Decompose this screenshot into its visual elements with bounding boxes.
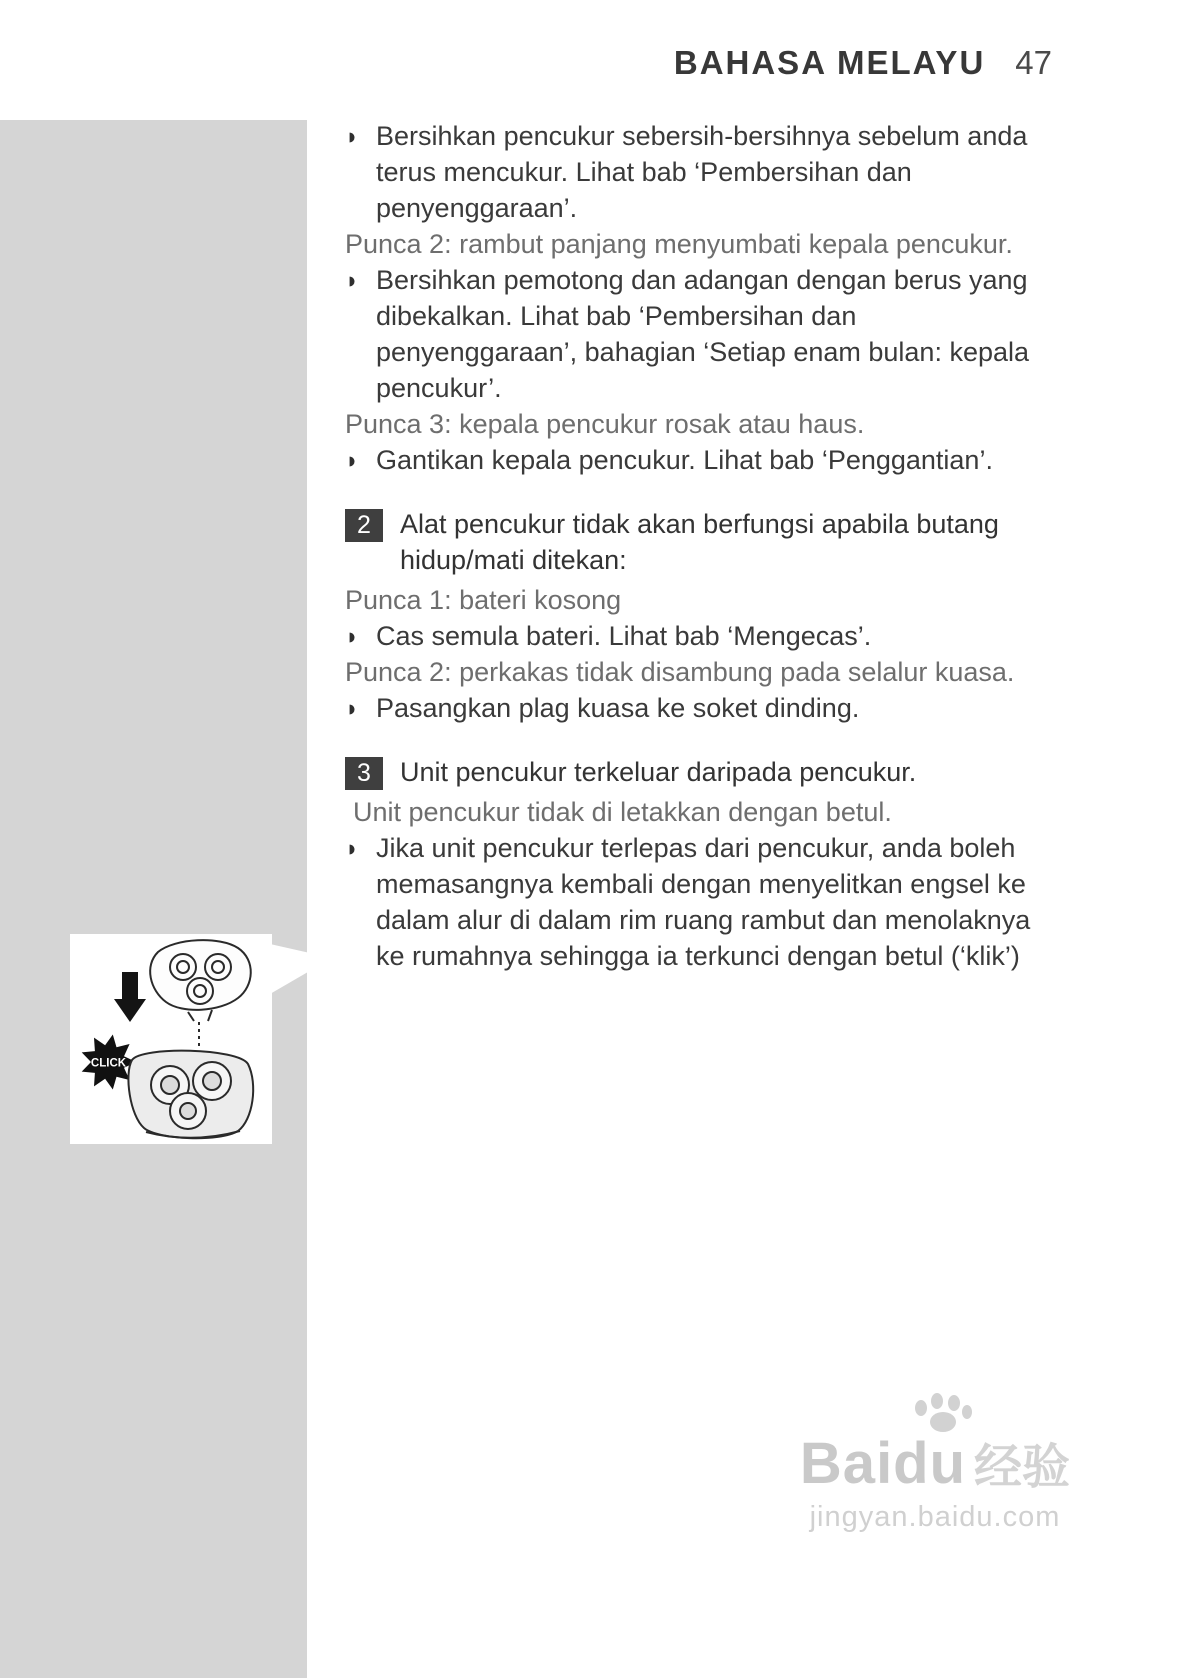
shaver-drawing [70,934,272,1144]
bullet-icon: ◗ [345,623,359,649]
watermark-brand-cn: 经验 [974,1441,1071,1494]
bullet-icon: ◗ [345,123,359,149]
left-gray-column [0,120,307,1678]
cause-line: Punca 3: kepala pencukur rosak atau haus. [345,409,865,439]
numbered-step [345,506,1050,578]
down-arrow-icon [114,972,146,1022]
cause-line: Punca 1: bateri kosong [345,585,622,615]
bullet-text: Pasangkan plag kuasa ke soket dinding. [376,693,860,723]
bullet-item [345,442,1050,478]
bullet-text: Bersihkan pencukur sebersih-bersihnya sebelum anda terus mencukur. Lihat bab ‘Pembersihan dan penyenggaraan’. [376,121,1028,223]
bullet-item [345,830,1050,974]
bullet-text: Jika unit pencukur terlepas dari pencukur, anda boleh memasangnya kembali dengan menyelitkan engsel ke dalam alur di dalam rim ruang rambut dan menolaknya ke rumahnya sehingga ia terkunci dengan betul (‘klik’) [376,833,1031,971]
shaver-illustration [70,934,272,1144]
page-number: 47 [1015,44,1052,81]
bullet-text: Cas semula bateri. Lihat bab ‘Mengecas’. [376,621,872,651]
figure-callout-pointer [270,944,332,994]
bullet-icon: ◗ [345,447,359,473]
page-header [0,44,1052,82]
main-text-column [345,118,1050,974]
bullet-icon: ◗ [345,695,359,721]
bullet-icon: ◗ [345,267,359,293]
bullet-item [345,618,1050,654]
watermark-brand: Baidu [799,1431,967,1496]
numbered-step [345,754,1050,790]
step-number-badge: 2 [345,509,383,542]
watermark-url: jingyan.baidu.com [809,1501,1061,1533]
cause-line: Punca 2: perkakas tidak disambung pada selalur kuasa. [345,657,1015,687]
bullet-item [345,118,1050,226]
bullet-item [345,690,1050,726]
bullet-text: Gantikan kepala pencukur. Lihat bab ‘Penggantian’. [376,445,993,475]
watermark [780,1392,1090,1534]
step-number-badge: 3 [345,757,383,790]
step-text: Alat pencukur tidak akan berfungsi apabila butang hidup/mati ditekan: [400,509,999,575]
page-title: BAHASA MELAYU [673,44,986,81]
click-label: CLICK [90,1057,127,1070]
bullet-icon: ◗ [345,835,359,861]
cause-line: Unit pencukur tidak di letakkan dengan betul. [353,797,892,827]
bullet-text: Bersihkan pemotong dan adangan dengan berus yang dibekalkan. Lihat bab ‘Pembersihan dan penyenggaraan’, bahagian ‘Setiap enam bulan: kepala pencukur’. [376,265,1030,403]
bullet-item [345,262,1050,406]
cause-line: Punca 2: rambut panjang menyumbati kepala pencukur. [345,229,1013,259]
step-text: Unit pencukur terkeluar daripada pencukur. [400,757,917,787]
